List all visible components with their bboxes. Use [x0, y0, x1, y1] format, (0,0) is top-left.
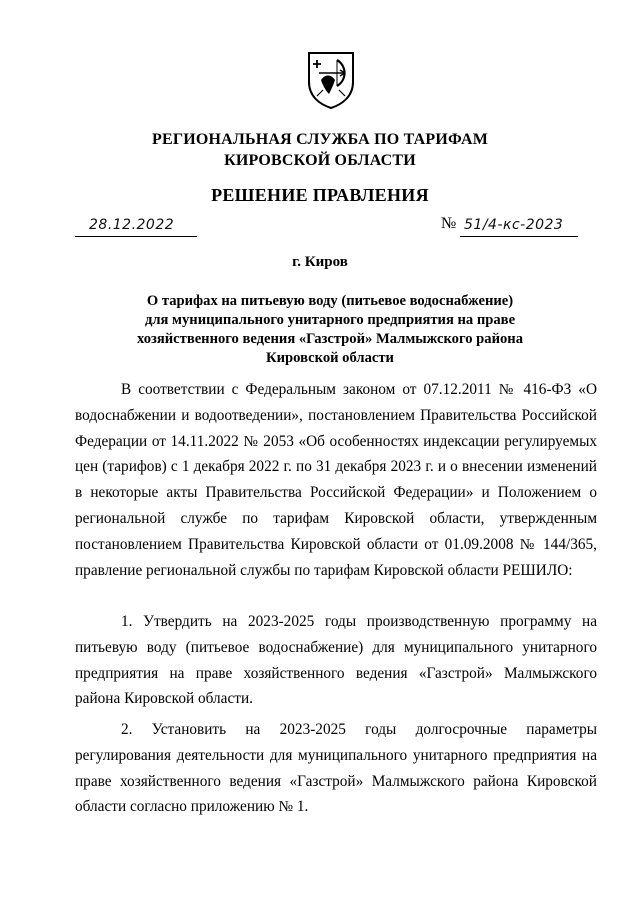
number-field	[460, 216, 578, 237]
city: г. Киров	[292, 254, 348, 270]
number-label: №	[441, 215, 457, 232]
subject-line: для муниципального унитарного предприятия на праве	[144, 312, 516, 328]
date-field	[75, 216, 197, 237]
org-title-line2: КИРОВСКОЙ ОБЛАСТИ	[224, 152, 416, 169]
item-1-paragraph: 1. Утвердить на 2023-2025 годы производственную программу на питьевую воду (питьевое водоснабжение) для муниципального унитарного предприятия на праве хозяйственного ведения «Газстрой» Малмыжского района Кировской области.	[75, 613, 597, 708]
coat-of-arms-icon	[305, 50, 357, 110]
document-date: 28.12.2022	[89, 217, 175, 233]
org-title-line1: РЕГИОНАЛЬНАЯ СЛУЖБА ПО ТАРИФАМ	[151, 131, 489, 148]
subject-line: Кировской области	[266, 350, 394, 366]
subject-line: О тарифах на питьевую воду (питьевое водоснабжение)	[146, 293, 514, 309]
document-type: РЕШЕНИЕ ПРАВЛЕНИЯ	[211, 185, 429, 205]
item-2-paragraph: 2. Установить на 2023-2025 годы долгосрочные параметры регулирования деятельности для муниципального унитарного предприятия на праве хозяйственного ведения «Газстрой» Малмыжского района Кировской области согласно приложению № 1.	[75, 721, 597, 816]
preamble-paragraph: В соответствии с Федеральным законом от 07.12.2011 № 416-ФЗ «О водоснабжении и водоотведении», постановлением Правительства Российской Федерации от 14.11.2022 № 2053 «Об особенностях индексации регулируемых цен (тарифов) с 1 декабря 2022 г. по 31 декабря 2023 г. и о внесении изменений в некоторые акты Правительства Российской Федерации» и Положением о региональной службе по тарифам Кировской области, утвержденным постановлением Правительства Кировской области от 01.09.2008 № 144/365, правление региональной службы по тарифам Кировской области РЕШИЛО:	[75, 381, 597, 579]
subject-line: хозяйственного ведения «Газстрой» Малмыжского района	[136, 331, 524, 347]
document-number: 51/4-кс-2023	[464, 217, 564, 233]
document-subject	[110, 292, 550, 368]
